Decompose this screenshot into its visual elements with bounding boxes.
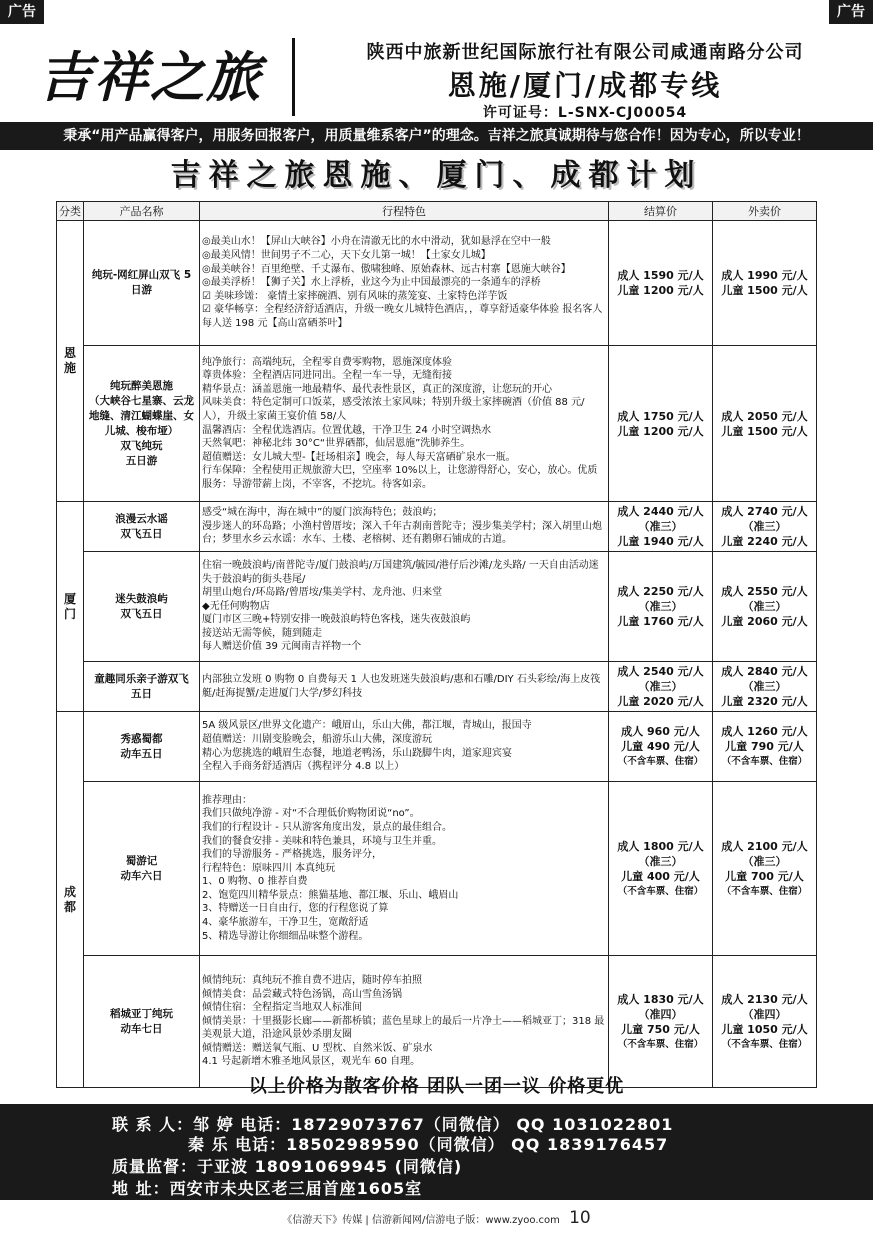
price-line: （准三）: [742, 680, 787, 693]
features-cell: [200, 662, 609, 712]
table-row: [57, 221, 817, 346]
features-cell: [200, 552, 609, 662]
settle-price-cell: [609, 502, 713, 552]
product-name-cell: [84, 782, 200, 956]
feature-line: 倾情美景：十里摄影长廊——新都桥镇；蓝色星球上的最后一片净土——稻城亚丁；318 最美观景大道，沿途风景妙杀朋友圈: [202, 1015, 605, 1041]
product-name-line: 秀惑蜀都: [120, 732, 163, 745]
category-char: 成: [63, 884, 76, 899]
price-line: 儿童 2060 元/人: [721, 615, 808, 628]
table-row: [57, 502, 817, 552]
feature-line: 我们的导游服务 - 严格挑选，服务评分，: [202, 849, 382, 861]
price-line: （准三）: [742, 600, 787, 613]
price-line: 儿童 700 元/人: [725, 869, 804, 883]
product-name-line: 双飞纯玩: [120, 439, 163, 452]
product-name-line: 动车六日: [120, 869, 163, 882]
product-name-cell: [84, 662, 200, 712]
product-name-line: 双飞五日: [120, 607, 163, 620]
category-cell: [57, 502, 84, 712]
feature-line: ◎最美风情！世间男子不二心，天下女儿第一城！【土家女儿城】: [202, 250, 491, 262]
feature-line: 5A 级风景区/世界文化遗产：峨眉山，乐山大佛，都江堰，青城山，报国寺: [202, 720, 532, 732]
feature-line: 1、0 购物、0 推荐自费: [202, 876, 308, 888]
header-category: 分类: [57, 202, 84, 221]
price-line: （不含车票、住宿）: [721, 885, 808, 897]
price-line: 成人 2050 元/人: [721, 409, 808, 423]
price-line: 成人 2100 元/人: [721, 839, 808, 853]
product-name-line: 蜀游记: [125, 854, 158, 867]
product-name-cell: [84, 221, 200, 346]
feature-line: 行程特色：原味四川 本真纯玩: [202, 862, 336, 874]
contact-line-1: 联 系 人：邹 婷 电话：18729073767（同微信） QQ 1031022801: [112, 1115, 674, 1134]
price-line: 儿童 2020 元/人: [617, 695, 704, 708]
price-line: 成人 1800 元/人: [617, 839, 704, 853]
routes-table: [56, 201, 817, 1088]
feature-line: ◎最美峡谷！百里绝壁、千丈瀑布、傲啸独峰、原始森林、远古村寨【恩施大峡谷】: [202, 263, 571, 275]
product-name-line: 儿城、梭布垭）: [104, 424, 179, 437]
price-line: （准三）: [742, 854, 787, 868]
contact-bar: [0, 1104, 873, 1200]
price-line: （准四）: [742, 1007, 787, 1021]
slogan-bar: 秉承“用产品赢得客户，用服务回报客户，用质量维系客户”的理念。吉祥之旅真诚期待与您合作！因为专心，所以专业！: [0, 122, 873, 150]
ad-tag-right: 广告: [829, 0, 873, 24]
sale-price-cell: [713, 782, 817, 956]
contact-line-2: 秦 乐 电话：18502989590（同微信） QQ 1839176457: [188, 1135, 669, 1154]
price-line: 儿童 1760 元/人: [617, 615, 704, 628]
price-line: （准三）: [638, 854, 683, 868]
header-divider: [292, 38, 295, 116]
table-row: [57, 662, 817, 712]
feature-line: 每人赠送价值 39 元闽南吉祥物一个: [202, 641, 362, 653]
table-row: [57, 346, 817, 502]
category-cell: [57, 221, 84, 502]
feature-line: 我们只做纯净游 - 对“不合理低价购物团说“no”。: [202, 808, 420, 820]
header-product-name: 产品名称: [84, 202, 200, 221]
feature-line: 我们的餐食安排 - 美味和特色兼具，环境与卫生并重。: [202, 835, 442, 847]
settle-price-cell: [609, 662, 713, 712]
contact-supervisor: 质量监督：于亚波 18091069945 (同微信): [112, 1157, 463, 1176]
price-line: 儿童 1200 元/人: [617, 284, 704, 297]
table-row: [57, 956, 817, 1088]
feature-line: 感受“城在海中，海在城中”的厦门滨海特色；鼓浪屿；: [202, 507, 443, 519]
feature-line: 倾情住宿：全程指定当地双人标准间: [202, 1002, 362, 1014]
table-row: [57, 712, 817, 782]
features-cell: [200, 712, 609, 782]
price-line: （不含车票、住宿）: [721, 756, 808, 767]
header-subtitle: 恩施/厦门/成都专线: [447, 69, 723, 102]
feature-line: 我们的行程设计 - 只从游客角度出发，景点的最佳组合。: [202, 821, 452, 833]
feature-line: 漫步迷人的环岛路；小渔村曾厝垵；深入千年古刹南普陀寺；漫步集美学村；深入胡里山炮台；梦里水乡云水谣：水车、土楼、老榕树、还有鹅卵石铺成的古道。: [202, 520, 602, 546]
settle-price-cell: [609, 552, 713, 662]
category-cell: [57, 712, 84, 1088]
category-char: 施: [63, 361, 76, 375]
category-char: 门: [63, 606, 76, 621]
product-name-line: 动车七日: [120, 1022, 163, 1035]
settle-price-cell: [609, 712, 713, 782]
product-name-line: 纯玩醉美恩施: [110, 379, 173, 392]
product-name-line: 童趣同乐亲子游双飞: [94, 672, 189, 685]
price-line: 成人 2550 元/人: [721, 585, 808, 598]
feature-line: ☑ 豪华畅享：全程经济舒适酒店，升级一晚女儿城特色酒店，，尊享舒适豪华体验 报名客人每人送 198 元【高山富硒茶叶】: [202, 304, 603, 329]
feature-line: 尊贵体验：全程酒店同进同出。全程一车一导，无缝衔接: [202, 370, 452, 382]
feature-line: 住宿一晚鼓浪屿/南普陀寺/厦门鼓浪屿/万国建筑/毓园/港仔后沙滩/龙头路/ 一天自由活动迷失于鼓浪屿的街头巷尾/: [202, 559, 599, 585]
settle-price-cell: [609, 782, 713, 956]
features-cell: [200, 221, 609, 346]
product-name-cell: [84, 552, 200, 662]
product-name-line: （大峡谷七星寨、云龙: [89, 394, 194, 407]
feature-line: 行车保障：全程使用正规旅游大巴，空座率 10%以上，让您游得舒心，安心，放心。优质服务：导游带薪上岗，不宰客，不挖坑。待客如亲。: [202, 465, 598, 490]
product-name-line: 五日游: [125, 454, 158, 467]
contact-address: 地 址：西安市未央区老三届首座1605室: [112, 1179, 423, 1198]
price-line: 儿童 2320 元/人: [721, 695, 808, 708]
product-name-line: 地缝、清江蝴蝶崖、女: [89, 409, 194, 422]
feature-line: 温馨酒店：全程优选酒店。位置优越，干净卫生 24 小时空调热水: [202, 424, 492, 436]
feature-line: 2、饱览四川精华景点：熊猫基地、都江堰、乐山、峨眉山: [202, 889, 459, 901]
feature-line: 5、精选导游让你细细品味整个游程。: [202, 930, 369, 942]
sale-price-cell: [713, 502, 817, 552]
price-line: 儿童 1500 元/人: [721, 284, 808, 297]
sale-price-cell: [713, 662, 817, 712]
feature-line: 接送站无需等候，随到随走: [202, 627, 322, 639]
product-name-line: 动车五日: [120, 747, 163, 760]
feature-line: ◎最美山水！【屏山大峡谷】小舟在清澈无比的水中滑动，犹如悬浮在空中一般: [202, 236, 551, 248]
feature-line: 超值赠送：川剧变脸晚会，船游乐山大佛，深度游玩: [202, 733, 432, 745]
price-line: 成人 1750 元/人: [617, 409, 704, 423]
price-line: （不含车票、住宿）: [617, 885, 704, 897]
price-line: 成人 2540 元/人: [617, 665, 704, 678]
sale-price-cell: [713, 712, 817, 782]
category-char: 恩: [63, 346, 76, 360]
price-line: 成人 2840 元/人: [721, 665, 808, 678]
price-line: 成人 2740 元/人: [721, 505, 808, 518]
feature-line: 精华景点：涵盖恩施一地最精华、最代表性景区，真正的深度游，让您玩的开心: [202, 383, 552, 395]
header: [0, 30, 873, 120]
price-line: 成人 1990 元/人: [721, 269, 808, 282]
product-name-line: 浪漫云水谣: [115, 512, 168, 525]
price-line: 儿童 1500 元/人: [721, 424, 808, 438]
settle-price-cell: [609, 346, 713, 502]
settle-price-cell: [609, 221, 713, 346]
feature-line: 超值赠送：女儿城大型-【赶场相亲】晚会，每人每天富硒矿泉水一瓶。: [202, 451, 516, 463]
price-line: 儿童 790 元/人: [725, 740, 804, 753]
plan-title: 吉祥之旅恩施、厦门、成都计划: [170, 158, 703, 193]
price-line: （不含车票、住宿）: [617, 1038, 704, 1050]
header-sale-price: 外卖价: [713, 202, 817, 221]
settle-price-cell: [609, 956, 713, 1088]
feature-line: 推荐理由：: [202, 794, 252, 806]
features-cell: [200, 782, 609, 956]
feature-line: 全程入手商务舒适酒店（携程评分 4.8 以上）: [202, 761, 405, 773]
features-cell: [200, 502, 609, 552]
page-number: 10: [569, 1208, 591, 1228]
price-line: 成人 1260 元/人: [721, 725, 808, 738]
features-cell: [200, 956, 609, 1088]
feature-line: 倾情美食：品尝藏式特色汤锅，高山雪鱼汤锅: [202, 988, 402, 1000]
ad-tag-left: 广告: [0, 0, 44, 24]
table-row: [57, 782, 817, 956]
license-number: 许可证号：L-SNX-CJ00054: [482, 105, 688, 121]
feature-line: 纯净旅行：高端纯玩，全程零自费零购物，恩施深度体验: [202, 356, 452, 368]
product-name-cell: [84, 502, 200, 552]
price-line: 儿童 1200 元/人: [617, 424, 704, 438]
price-line: 成人 1830 元/人: [617, 992, 704, 1006]
price-line: （准四）: [638, 1007, 683, 1021]
price-line: 儿童 750 元/人: [621, 1022, 700, 1036]
price-line: 儿童 2240 元/人: [721, 535, 808, 548]
price-note: 以上价格为散客价格 团队一团一议 价格更优: [248, 1076, 625, 1097]
feature-line: 胡里山炮台/环岛路/曾厝垵/集美学村、龙舟池、归来堂: [202, 587, 443, 599]
price-line: （准三）: [638, 520, 683, 533]
category-char: 都: [63, 899, 76, 914]
price-line: （准三）: [638, 600, 683, 613]
price-line: （准三）: [638, 680, 683, 693]
feature-line: ◆无任何购物店: [202, 600, 270, 612]
header-settle-price: 结算价: [609, 202, 713, 221]
sale-price-cell: [713, 221, 817, 346]
price-line: 成人 2250 元/人: [617, 585, 704, 598]
feature-line: 倾情赠送：赠送氧气瓶、U 型枕、自然米饭、矿泉水: [202, 1042, 433, 1054]
product-name-line: 五日: [131, 687, 152, 700]
feature-line: 厦门市区三晚+特别安排一晚鼓浪屿特色客栈，迷失夜鼓浪屿: [202, 614, 471, 626]
price-line: 儿童 490 元/人: [621, 740, 700, 753]
sale-price-cell: [713, 552, 817, 662]
price-line: 成人 960 元/人: [621, 725, 700, 738]
feature-line: 精心为您挑选的峨眉生态餐，地道老鸭汤，乐山跷脚牛肉，道家迎宾宴: [202, 747, 512, 759]
price-line: 成人 2130 元/人: [721, 992, 808, 1006]
feature-line: 风味美食：特色定制可口饭菜，感受浓浓土家风味；特别升级土家摔碗酒（价值 88 元/人），升级土家菌王宴价值 58/人: [202, 397, 585, 422]
price-line: （不含车票、住宿）: [617, 756, 704, 767]
product-name-cell: [84, 346, 200, 502]
feature-line: ◎最美浮桥！【狮子关】水上浮桥，业这今为止中国最漂亮的一条通车的浮桥: [202, 277, 541, 289]
feature-line: 4.1 号起新增木雅圣地风景区，观光车 60 自理。: [202, 1056, 421, 1068]
price-line: （准三）: [742, 520, 787, 533]
product-name-line: 稻城亚丁纯玩: [110, 1007, 173, 1020]
sale-price-cell: [713, 346, 817, 502]
price-line: （不含车票、住宿）: [721, 1038, 808, 1050]
header-features: 行程特色: [200, 202, 609, 221]
logo: 吉祥之旅: [38, 45, 262, 109]
price-line: 儿童 1050 元/人: [721, 1022, 808, 1036]
price-line: 成人 2440 元/人: [617, 505, 704, 518]
feature-line: 4、豪华旅游车，干净卫生，宽敞舒适: [202, 917, 369, 929]
price-line: 儿童 400 元/人: [621, 869, 700, 883]
feature-line: 3、特赠送一日自由行，您的行程您说了算: [202, 903, 389, 915]
product-name-cell: [84, 956, 200, 1088]
table-header-row: [57, 202, 817, 221]
table-row: [57, 552, 817, 662]
product-name-line: 双飞五日: [120, 527, 163, 540]
product-name-line: 迷失鼓浪屿: [115, 592, 168, 605]
price-line: 儿童 1940 元/人: [617, 535, 704, 548]
company-name: 陕西中旅新世纪国际旅行社有限公司咸通南路分公司: [366, 42, 804, 63]
feature-line: 天然氧吧：神秘北纬 30°C“世界硒都，仙居恩施”洗肺养生。: [202, 438, 471, 450]
product-name-line: 纯玩-网红屏山双飞 5: [91, 269, 192, 281]
product-name-line: 日游: [131, 284, 152, 296]
sale-price-cell: [713, 956, 817, 1088]
feature-line: ☑ 美味珍馐： 豪情土家摔碗酒、别有风味的蒸笼宴、土家特色洋芋饭: [202, 290, 508, 302]
footer: [0, 1206, 873, 1230]
product-name-cell: [84, 712, 200, 782]
price-line: 成人 1590 元/人: [617, 269, 704, 282]
features-cell: [200, 346, 609, 502]
footer-text: 《信游天下》传媒 | 信游新闻网/信游电子版：www.zyoo.com: [282, 1215, 560, 1226]
feature-line: 内部独立发班 0 购物 0 自费每天 1 人也发班迷失鼓浪屿/惠和石雕/DIY 石头彩绘/海上皮筏艇/赶海捉蟹/走进厦门大学/梦幻科技: [202, 673, 601, 699]
category-char: 厦: [63, 591, 76, 606]
routes-body: [57, 221, 817, 1088]
feature-line: 倾情纯玩：真纯玩不推自费不进店，随时停车拍照: [202, 974, 422, 986]
